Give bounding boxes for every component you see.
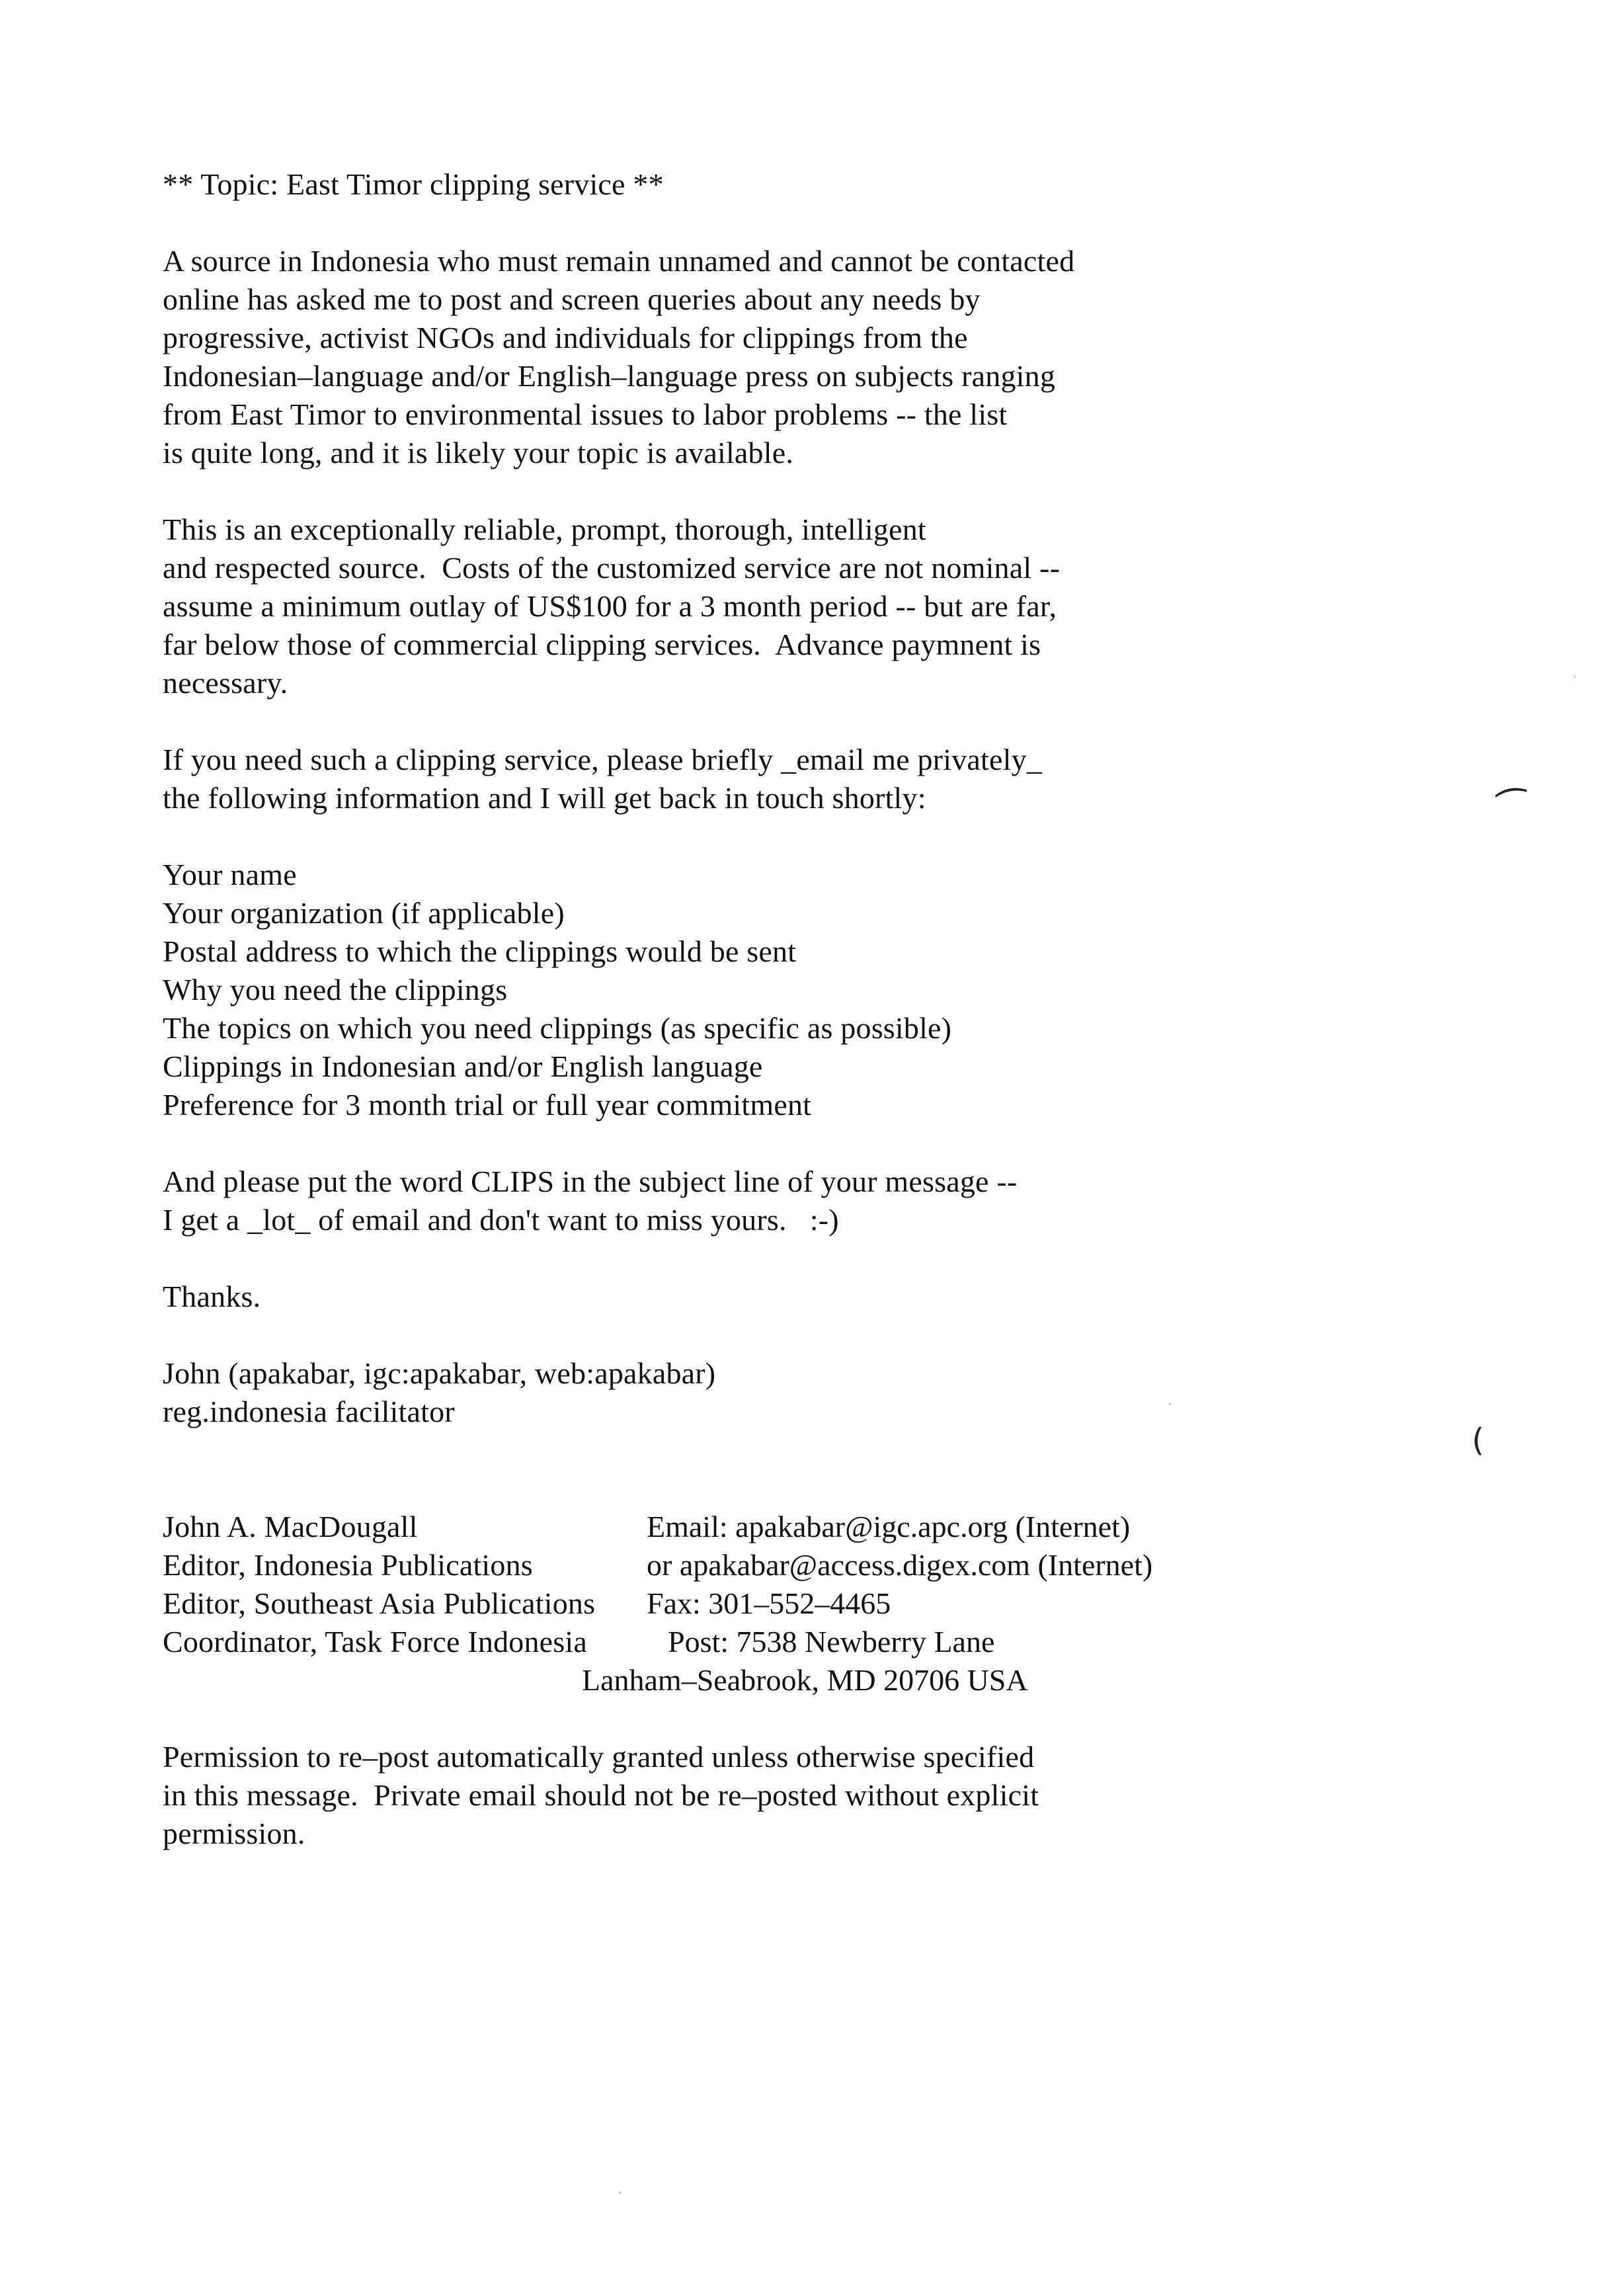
topic-heading: ** Topic: East Timor clipping service **	[163, 167, 664, 201]
para4-line: I get a _lot_ of email and don't want to miss yours. :-)	[163, 1203, 839, 1237]
scan-mark: ⁀	[1496, 786, 1532, 833]
signature-fax-line: Fax: 301–552–4465	[647, 1586, 891, 1620]
list-item: Your name	[163, 858, 297, 891]
scan-speck	[1169, 1403, 1171, 1405]
thanks-line: Thanks.	[163, 1280, 261, 1313]
list-item: Clippings in Indonesian and/or English language	[163, 1049, 763, 1083]
list-item: Postal address to which the clippings would be sent	[163, 934, 797, 968]
scan-speck	[1574, 676, 1576, 678]
list-item: Your organization (if applicable)	[163, 896, 565, 930]
scan-mark: (	[1472, 1422, 1484, 1459]
list-item: Why you need the clippings	[163, 973, 508, 1006]
scan-speck	[619, 2192, 621, 2194]
permission-line: Permission to re–post automatically granted unless otherwise specified	[163, 1740, 1035, 1774]
para2-line: necessary.	[163, 666, 288, 700]
list-item: The topics on which you need clippings (as specific as possible)	[163, 1011, 952, 1045]
signature-left-line: Editor, Indonesia Publications	[163, 1548, 533, 1582]
para2-line: assume a minimum outlay of US$100 for a 3 month period -- but are far,	[163, 589, 1057, 623]
signature-left-line: Editor, Southeast Asia Publications	[163, 1586, 596, 1620]
para1-line: Indonesian–language and/or English–language press on subjects ranging	[163, 359, 1056, 393]
list-item: Preference for 3 month trial or full year commitment	[163, 1088, 812, 1122]
permission-line: permission.	[163, 1817, 305, 1850]
signature-email-line: or apakabar@access.digex.com (Internet)	[647, 1548, 1153, 1582]
para2-line: far below those of commercial clipping services. Advance paymnent is	[163, 628, 1041, 661]
signature-post-line: Lanham–Seabrook, MD 20706 USA	[582, 1663, 1028, 1697]
signature-left-line: John A. MacDougall	[163, 1510, 418, 1543]
sign-line: John (apakabar, igc:apakabar, web:apakabar)	[163, 1356, 716, 1390]
para1-line: is quite long, and it is likely your topic is available.	[163, 436, 794, 470]
para1-line: A source in Indonesia who must remain unnamed and cannot be contacted	[163, 244, 1075, 278]
para4-line: And please put the word CLIPS in the subject line of your message --	[163, 1165, 1018, 1198]
para1-line: progressive, activist NGOs and individuals for clippings from the	[163, 321, 968, 354]
para2-line: This is an exceptionally reliable, prompt, thorough, intelligent	[163, 512, 926, 546]
para3-line: the following information and I will get back in touch shortly:	[163, 781, 926, 815]
sign-line: reg.indonesia facilitator	[163, 1395, 455, 1428]
para3-line: If you need such a clipping service, please briefly _email me privately_	[163, 743, 1043, 776]
permission-line: in this message. Private email should not be re–posted without explicit	[163, 1778, 1039, 1812]
signature-post-line: Post: 7538 Newberry Lane	[668, 1625, 995, 1659]
para1-line: online has asked me to post and screen queries about any needs by	[163, 282, 981, 316]
signature-email-line: Email: apakabar@igc.apc.org (Internet)	[647, 1510, 1131, 1543]
para2-line: and respected source. Costs of the customized service are not nominal --	[163, 551, 1061, 585]
signature-left-line: Coordinator, Task Force Indonesia	[163, 1625, 587, 1659]
para1-line: from East Timor to environmental issues to labor problems -- the list	[163, 397, 1008, 431]
